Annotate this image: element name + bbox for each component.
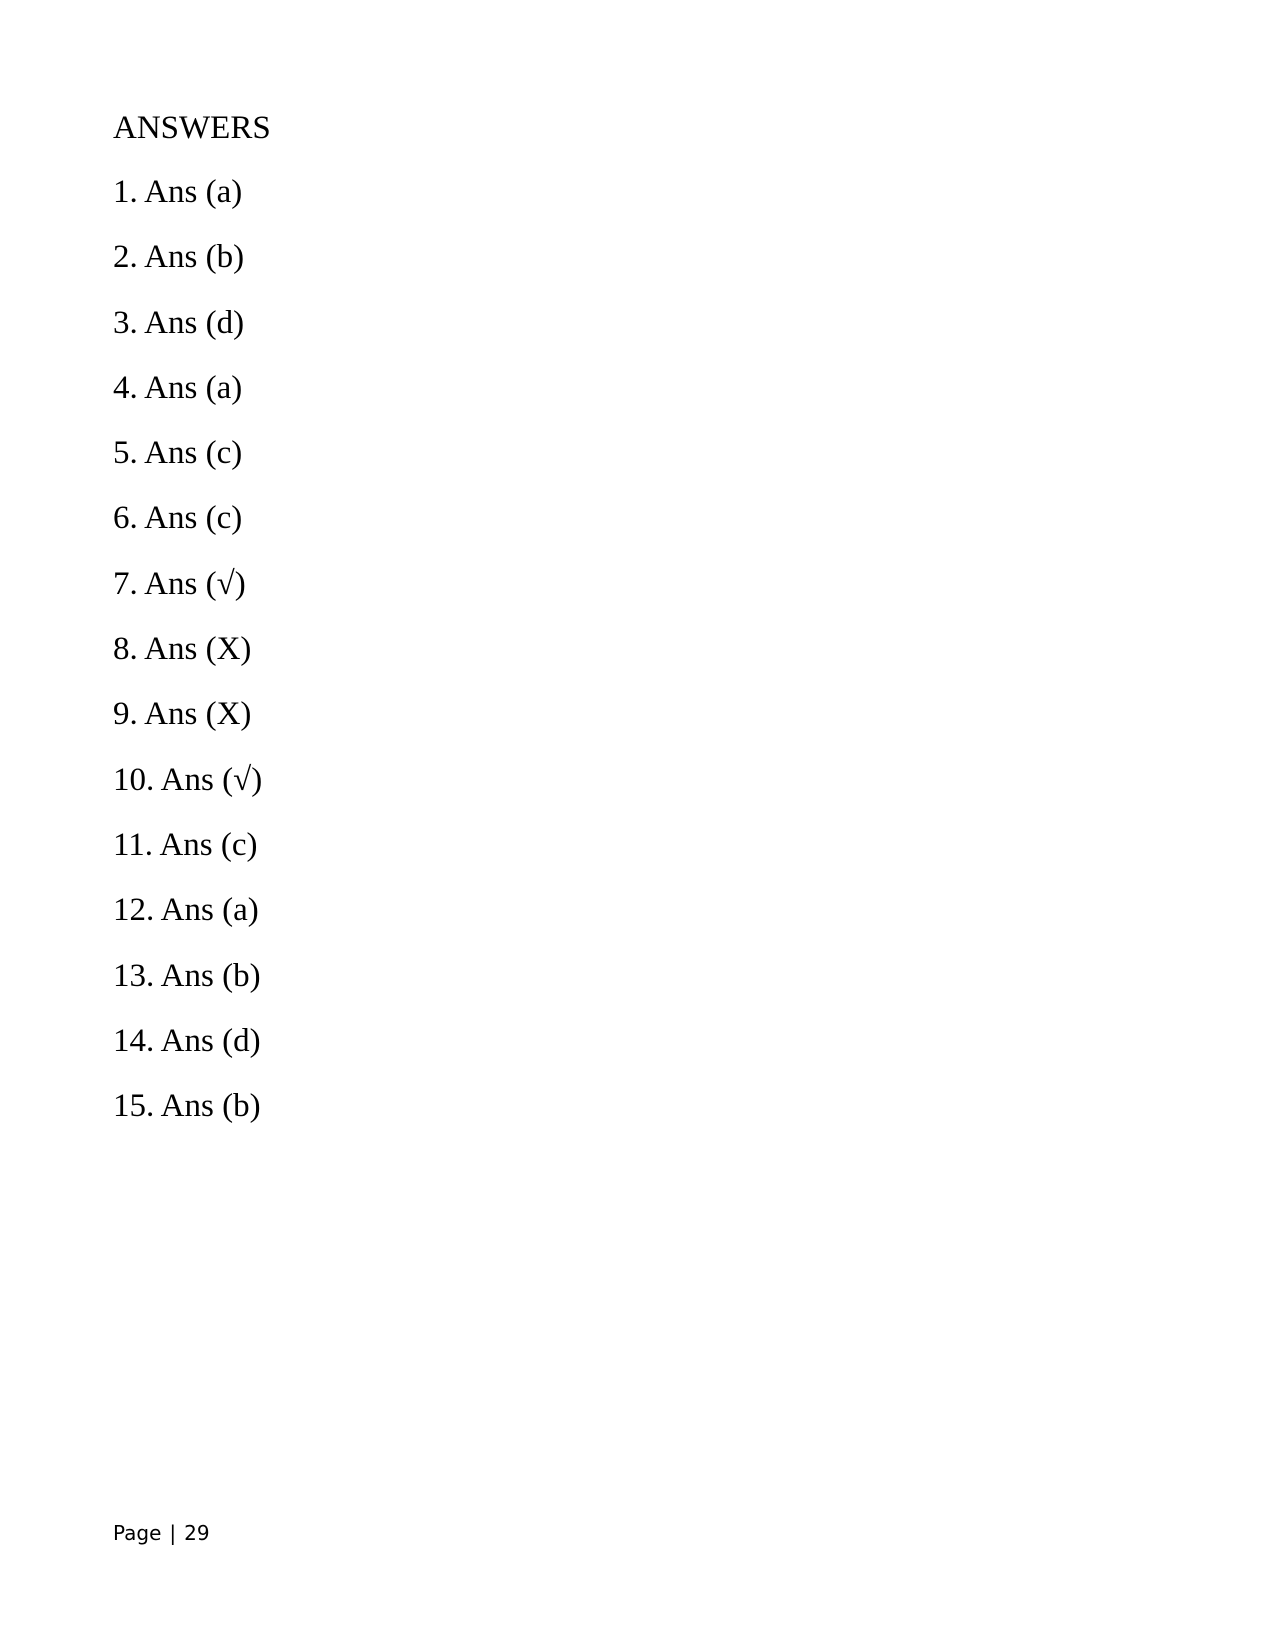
answer-item: 2. Ans (b)	[113, 239, 245, 276]
answer-item: 15. Ans (b)	[113, 1088, 261, 1125]
answer-item: 6. Ans (c)	[113, 500, 243, 537]
answer-item: 5. Ans (c)	[113, 435, 243, 472]
answer-item: 11. Ans (c)	[113, 826, 258, 863]
answer-item: 14. Ans (d)	[113, 1022, 261, 1059]
answer-item: 13. Ans (b)	[113, 957, 261, 994]
answer-item: 10. Ans (√)	[113, 761, 263, 798]
answer-item: 4. Ans (a)	[113, 369, 243, 406]
page-content	[113, 108, 1163, 1126]
page-footer	[113, 1521, 210, 1545]
answer-list	[113, 172, 1163, 1126]
page-separator: |	[169, 1521, 177, 1545]
answer-item: 1. Ans (a)	[113, 174, 243, 210]
page-number: 29	[184, 1521, 210, 1545]
answer-item: 8. Ans (X)	[113, 631, 252, 668]
answer-item: 3. Ans (d)	[113, 304, 245, 341]
answer-item: 12. Ans (a)	[113, 892, 259, 929]
page-heading: ANSWERS	[113, 110, 271, 146]
answer-item: 9. Ans (X)	[113, 696, 252, 733]
answer-item: 7. Ans (√)	[113, 565, 246, 602]
page-label: Page	[113, 1521, 162, 1545]
